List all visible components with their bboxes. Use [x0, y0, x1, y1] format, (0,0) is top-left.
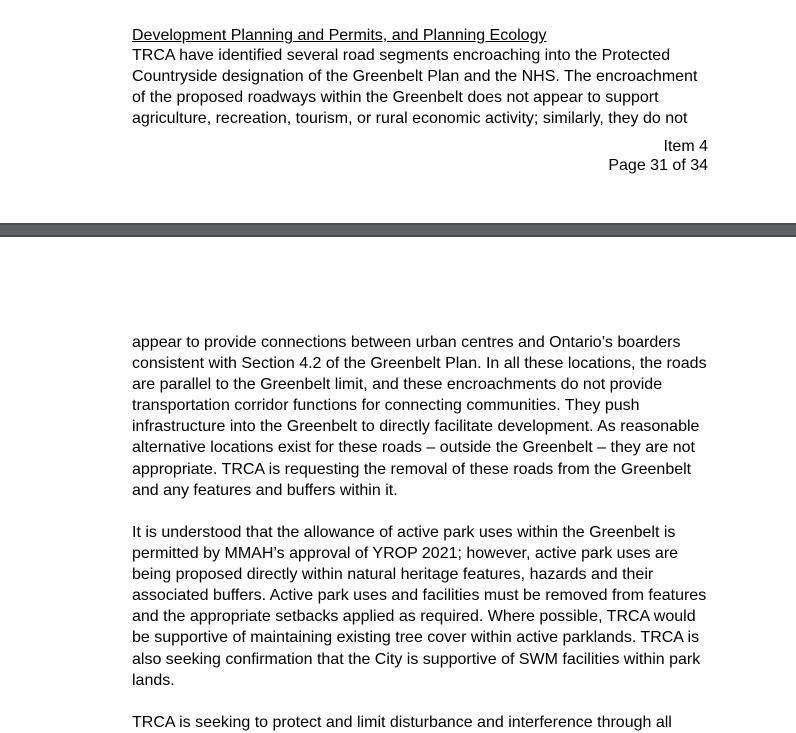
text-line: appear to provide connections between urban centres and Ontario’s boarders	[132, 334, 681, 351]
text-line: of the proposed roadways within the Greenbelt does not appear to support	[132, 89, 659, 107]
text-line: TRCA is seeking to protect and limit disturbance and interference through all	[132, 714, 672, 731]
text-line: associated buffers. Active park uses and facilities must be removed from features	[132, 587, 707, 605]
body-paragraph	[132, 45, 712, 129]
body-paragraph	[132, 712, 712, 733]
page-footer	[608, 138, 708, 175]
text-line: and the appropriate setbacks applied as required. Where possible, TRCA would	[132, 608, 696, 626]
page-separator	[0, 223, 796, 237]
separator-edge	[0, 223, 796, 225]
cut-off-text-line	[230, 0, 570, 3]
text-line: alternative locations exist for these roads – outside the Greenbelt – they are not	[132, 439, 695, 457]
section-heading: Development Planning and Permits, and Planning Ecology	[132, 27, 547, 44]
text-line: TRCA have identified several road segments encroaching into the Protected	[132, 47, 671, 64]
text-line: permitted by MMAH’s approval of YROP 2021; however, active park uses are	[132, 545, 679, 563]
body-paragraph	[132, 332, 712, 501]
text-line: also seeking confirmation that the City is supportive of SWM facilities within park	[132, 650, 701, 668]
pdf-page-31	[0, 0, 796, 223]
text-line: lands.	[132, 671, 175, 689]
text-line: be supportive of maintaining existing tree cover within active parklands. TRCA is	[132, 629, 700, 647]
text-line: being proposed directly within natural heritage features, hazards and their	[132, 566, 654, 584]
text-line: and any features and buffers within it.	[132, 481, 398, 499]
pdf-page-32	[0, 237, 796, 731]
text-line: agriculture, recreation, tourism, or rural economic activity; similarly, they do not	[132, 110, 688, 128]
item-label: Item 4	[663, 138, 708, 155]
text-line: transportation corridor functions for connecting communities. They push	[132, 397, 640, 415]
text-line: consistent with Section 4.2 of the Greenbelt Plan. In all these locations, the roads	[132, 355, 707, 373]
text-line: infrastructure into the Greenbelt to directly facilitate development. As reasonable	[132, 418, 700, 436]
body-paragraph	[132, 522, 712, 691]
text-line: Countryside designation of the Greenbelt Plan and the NHS. The encroachment	[132, 68, 698, 86]
text-line: It is understood that the allowance of active park uses within the Greenbelt is	[132, 524, 676, 541]
page-number: Page 31 of 34	[608, 156, 708, 174]
text-line: are parallel to the Greenbelt limit, and these encroachments do not provide	[132, 376, 663, 394]
text-line: appropriate. TRCA is requesting the removal of these roads from the Greenbelt	[132, 460, 692, 478]
